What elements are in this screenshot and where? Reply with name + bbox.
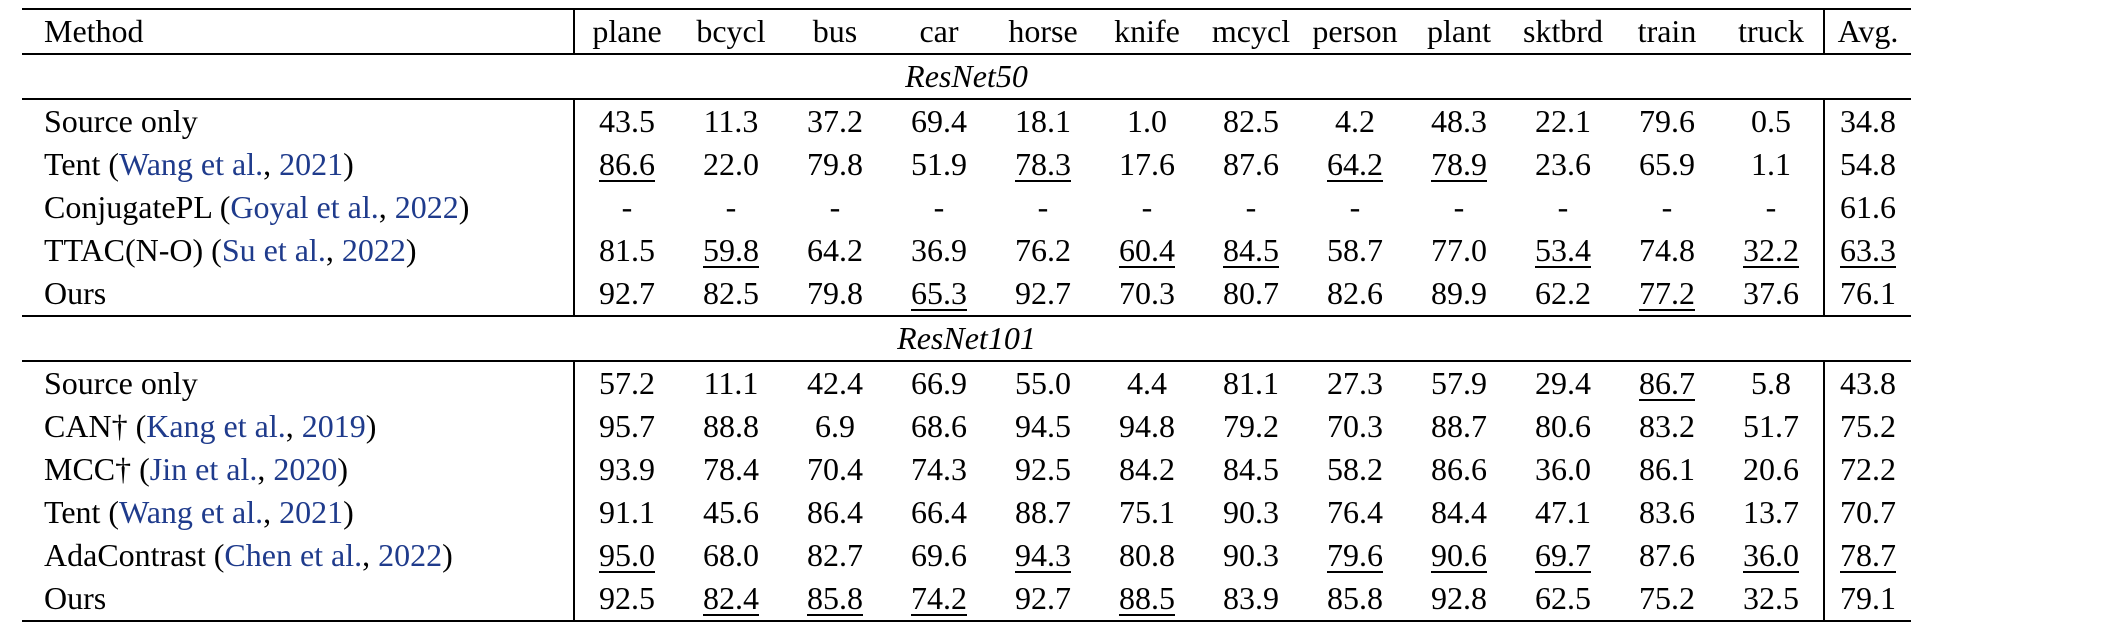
value-cell: 92.7	[574, 272, 679, 316]
value-cell: -	[1557, 189, 1569, 225]
value-cell: -	[829, 189, 841, 225]
value-cell: 86.4	[807, 494, 863, 530]
value-cell: 59.8	[703, 232, 759, 268]
value-cell: 92.5	[1015, 451, 1071, 487]
value-cell: 94.5	[1015, 408, 1071, 444]
table-row	[22, 361, 1911, 405]
section-title: ResNet50	[22, 54, 1911, 99]
citation-year: 2019	[301, 408, 366, 444]
method-name: Ours	[44, 580, 107, 616]
value-cell: 55.0	[1015, 365, 1071, 401]
method-cell	[22, 361, 574, 405]
method-cell: CAN† (Kang et al., 2019)	[44, 408, 377, 444]
value-cell: 88.5	[1095, 577, 1199, 621]
value-cell: 22.0	[703, 146, 759, 182]
method-cell: MCC† (Jin et al., 2020)	[44, 451, 348, 487]
table-row	[22, 405, 1911, 448]
value-cell: 65.3	[887, 272, 991, 316]
value-cell: -	[1661, 189, 1673, 225]
avg-cell: 63.3	[1824, 229, 1911, 272]
value-cell: 4.2	[1335, 103, 1375, 139]
value-cell: 84.4	[1431, 494, 1487, 530]
value-cell: 36.0	[1743, 537, 1799, 573]
method-name: Source only	[44, 103, 198, 139]
value-cell: 83.9	[1199, 577, 1303, 621]
method-header: Method	[22, 9, 574, 54]
table-row	[22, 448, 1911, 491]
citation-author: Wang et al.	[119, 146, 264, 182]
value-cell: 18.1	[1015, 103, 1071, 139]
value-cell: 68.0	[703, 537, 759, 573]
value-cell: 79.8	[807, 146, 863, 182]
value-cell: 65.9	[1639, 146, 1695, 182]
value-cell: 95.7	[574, 405, 679, 448]
value-cell: -	[1037, 189, 1049, 225]
method-cell: Tent (Wang et al., 2021)	[44, 494, 354, 530]
value-cell: 78.4	[703, 451, 759, 487]
method-name: CAN†	[44, 408, 128, 444]
value-cell: 95.0	[574, 534, 679, 577]
value-cell: -	[1141, 189, 1153, 225]
value-cell: 75.1	[1119, 494, 1175, 530]
value-cell: 86.1	[1639, 451, 1695, 487]
method-name: AdaContrast	[44, 537, 206, 573]
value-cell: 78.9	[1431, 146, 1487, 182]
avg-cell: 76.1	[1824, 272, 1911, 316]
value-cell: 79.6	[1327, 537, 1383, 573]
avg-cell: 43.8	[1824, 361, 1911, 405]
value-cell: 87.6	[1223, 146, 1279, 182]
value-cell: 85.8	[783, 577, 887, 621]
value-cell: 86.7	[1639, 365, 1695, 401]
value-cell: 84.2	[1119, 451, 1175, 487]
value-cell: -	[574, 186, 679, 229]
value-cell: 70.3	[1327, 408, 1383, 444]
value-cell: 82.7	[807, 537, 863, 573]
value-cell: 69.6	[911, 537, 967, 573]
value-cell: 79.6	[1639, 103, 1695, 139]
citation-author: Jin et al.	[149, 451, 258, 487]
value-cell: 69.7	[1535, 537, 1591, 573]
citation-year: 2021	[279, 494, 344, 530]
value-cell: 84.5	[1223, 232, 1279, 268]
avg-cell: 54.8	[1824, 143, 1911, 186]
value-cell: 93.9	[574, 448, 679, 491]
value-cell: 86.6	[574, 143, 679, 186]
value-cell: 85.8	[1303, 577, 1407, 621]
avg-cell: 70.7	[1824, 491, 1911, 534]
value-cell: 68.6	[911, 408, 967, 444]
citation-author: Su et al.	[221, 232, 326, 268]
results-table	[22, 8, 1911, 622]
value-cell: 74.2	[887, 577, 991, 621]
value-cell: -	[725, 189, 737, 225]
value-cell: 20.6	[1743, 451, 1799, 487]
method-name: Ours	[44, 275, 107, 311]
value-cell: 62.5	[1511, 577, 1615, 621]
value-cell: 87.6	[1639, 537, 1695, 573]
column-header-car: car	[887, 9, 991, 54]
value-cell: 48.3	[1431, 103, 1487, 139]
method-name: Tent	[44, 146, 101, 182]
value-cell: 88.7	[1015, 494, 1071, 530]
value-cell: 81.1	[1223, 365, 1279, 401]
value-cell: 58.7	[1327, 232, 1383, 268]
avg-cell: 72.2	[1824, 448, 1911, 491]
value-cell: 36.9	[911, 232, 967, 268]
value-cell: 80.8	[1119, 537, 1175, 573]
value-cell: 43.5	[574, 99, 679, 143]
header-row	[22, 9, 1911, 54]
method-cell	[22, 577, 574, 621]
column-header-plant: plant	[1407, 9, 1511, 54]
value-cell: 90.3	[1223, 494, 1279, 530]
value-cell: 77.0	[1431, 232, 1487, 268]
value-cell: 76.4	[1327, 494, 1383, 530]
value-cell: -	[1349, 189, 1361, 225]
value-cell: 32.5	[1719, 577, 1824, 621]
value-cell: 22.1	[1535, 103, 1591, 139]
value-cell: 42.4	[807, 365, 863, 401]
column-header-horse: horse	[991, 9, 1095, 54]
value-cell: 51.9	[911, 146, 967, 182]
method-cell: ConjugatePL (Goyal et al., 2022)	[44, 189, 470, 225]
value-cell: 74.3	[911, 451, 967, 487]
value-cell: 17.6	[1119, 146, 1175, 182]
value-cell: 83.6	[1639, 494, 1695, 530]
avg-cell: 78.7	[1824, 534, 1911, 577]
column-header-train: train	[1615, 9, 1719, 54]
value-cell: 70.4	[807, 451, 863, 487]
citation-author: Kang et al.	[146, 408, 286, 444]
avg-cell: 79.1	[1824, 577, 1911, 621]
value-cell: 27.3	[1327, 365, 1383, 401]
avg-cell: 34.8	[1824, 99, 1911, 143]
column-header-truck: truck	[1719, 9, 1824, 54]
value-cell: 94.8	[1119, 408, 1175, 444]
citation-year: 2022	[341, 232, 406, 268]
value-cell: 79.2	[1223, 408, 1279, 444]
section-row	[22, 54, 1911, 99]
value-cell: 58.2	[1327, 451, 1383, 487]
section-title: ResNet101	[22, 316, 1911, 361]
value-cell: 74.8	[1639, 232, 1695, 268]
value-cell: 88.8	[703, 408, 759, 444]
table-row	[22, 99, 1911, 143]
value-cell: 64.2	[807, 232, 863, 268]
value-cell: 94.3	[1015, 537, 1071, 573]
value-cell: 32.2	[1743, 232, 1799, 268]
value-cell: 11.1	[703, 365, 759, 401]
value-cell: 79.8	[783, 272, 887, 316]
value-cell: -	[933, 189, 945, 225]
value-cell: 83.2	[1639, 408, 1695, 444]
value-cell: 66.4	[911, 494, 967, 530]
value-cell: 47.1	[1535, 494, 1591, 530]
value-cell: 89.9	[1407, 272, 1511, 316]
column-header-sktbrd: sktbrd	[1511, 9, 1615, 54]
column-header-plane: plane	[574, 9, 679, 54]
value-cell: 57.9	[1431, 365, 1487, 401]
citation-author: Wang et al.	[119, 494, 264, 530]
value-cell: 82.6	[1303, 272, 1407, 316]
table-row	[22, 229, 1911, 272]
value-cell: 81.5	[574, 229, 679, 272]
value-cell: 1.0	[1127, 103, 1167, 139]
citation-year: 2022	[378, 537, 443, 573]
method-name: Source only	[44, 365, 198, 401]
method-cell	[22, 272, 574, 316]
column-header-person: person	[1303, 9, 1407, 54]
table-row	[22, 534, 1911, 577]
value-cell: 92.7	[991, 577, 1095, 621]
column-header-bcycl: bcycl	[679, 9, 783, 54]
value-cell: 11.3	[703, 103, 759, 139]
value-cell: 53.4	[1535, 232, 1591, 268]
method-cell: TTAC(N-O) (Su et al., 2022)	[44, 232, 417, 268]
value-cell: 70.3	[1095, 272, 1199, 316]
table-row	[22, 272, 1911, 316]
value-cell: 57.2	[574, 361, 679, 405]
value-cell: 51.7	[1743, 408, 1799, 444]
value-cell: 6.9	[815, 408, 855, 444]
method-name: MCC†	[44, 451, 132, 487]
value-cell: 45.6	[703, 494, 759, 530]
value-cell: 92.5	[574, 577, 679, 621]
value-cell: 82.4	[679, 577, 783, 621]
avg-cell: 61.6	[1824, 186, 1911, 229]
method-cell: Tent (Wang et al., 2021)	[44, 146, 354, 182]
value-cell: 5.8	[1751, 365, 1791, 401]
value-cell: 23.6	[1535, 146, 1591, 182]
value-cell: 64.2	[1327, 146, 1383, 182]
method-name: TTAC(N-O)	[44, 232, 204, 268]
value-cell: 69.4	[911, 103, 967, 139]
value-cell: 75.2	[1615, 577, 1719, 621]
value-cell: 82.5	[1223, 103, 1279, 139]
table-row	[22, 186, 1911, 229]
value-cell: 90.6	[1431, 537, 1487, 573]
method-cell	[22, 99, 574, 143]
value-cell: 84.5	[1223, 451, 1279, 487]
value-cell: -	[1453, 189, 1465, 225]
value-cell: 78.3	[1015, 146, 1071, 182]
citation-author: Chen et al.	[224, 537, 363, 573]
value-cell: 77.2	[1615, 272, 1719, 316]
value-cell: 76.2	[1015, 232, 1071, 268]
value-cell: 37.6	[1719, 272, 1824, 316]
value-cell: 1.1	[1751, 146, 1791, 182]
value-cell: 90.3	[1223, 537, 1279, 573]
value-cell: 60.4	[1119, 232, 1175, 268]
avg-cell: 75.2	[1824, 405, 1911, 448]
value-cell: 13.7	[1743, 494, 1799, 530]
value-cell: 4.4	[1127, 365, 1167, 401]
table-row	[22, 577, 1911, 621]
value-cell: 92.8	[1407, 577, 1511, 621]
value-cell: -	[1765, 189, 1777, 225]
value-cell: 92.7	[991, 272, 1095, 316]
section-row	[22, 316, 1911, 361]
citation-author: Goyal et al.	[230, 189, 379, 225]
value-cell: 91.1	[574, 491, 679, 534]
citation-year: 2020	[273, 451, 338, 487]
value-cell: 80.6	[1535, 408, 1591, 444]
method-name: Tent	[44, 494, 101, 530]
value-cell: 82.5	[679, 272, 783, 316]
value-cell: 29.4	[1535, 365, 1591, 401]
table-row	[22, 491, 1911, 534]
value-cell: 86.6	[1431, 451, 1487, 487]
method-name: ConjugatePL	[44, 189, 212, 225]
citation-year: 2021	[279, 146, 344, 182]
value-cell: 0.5	[1751, 103, 1791, 139]
value-cell: 36.0	[1535, 451, 1591, 487]
value-cell: -	[1245, 189, 1257, 225]
value-cell: 62.2	[1511, 272, 1615, 316]
citation-year: 2022	[394, 189, 459, 225]
value-cell: 80.7	[1199, 272, 1303, 316]
value-cell: 37.2	[807, 103, 863, 139]
value-cell: 88.7	[1431, 408, 1487, 444]
table-row	[22, 143, 1911, 186]
column-header-bus: bus	[783, 9, 887, 54]
avg-header: Avg.	[1824, 9, 1911, 54]
column-header-mcycl: mcycl	[1199, 9, 1303, 54]
value-cell: 66.9	[911, 365, 967, 401]
method-cell: AdaContrast (Chen et al., 2022)	[44, 537, 453, 573]
column-header-knife: knife	[1095, 9, 1199, 54]
